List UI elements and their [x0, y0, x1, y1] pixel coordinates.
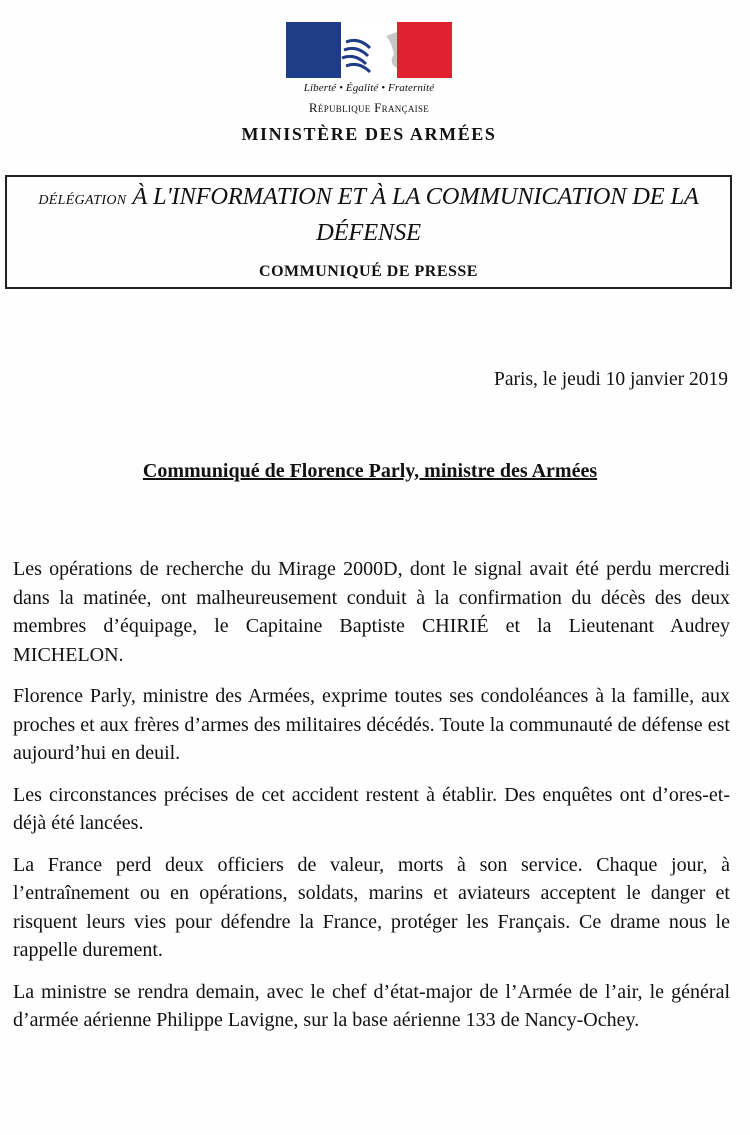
marianne-logo [286, 22, 452, 78]
delegation-text: À L'INFORMATION ET À LA COMMUNICATION DE LA DÉFENSE [132, 183, 699, 246]
republic-name: République Française [308, 100, 430, 115]
paragraph: Florence Parly, ministre des Armées, exprime toutes ses condoléances à la famille, aux proches et aux frères d’armes des militaires décédés. Toute la communauté de défense est aujourd’hui en deuil. [13, 685, 730, 764]
document-heading: Communiqué de Florence Parly, ministre des Armées [142, 460, 598, 482]
delegation-box [5, 175, 732, 289]
delegation-prefix: DÉLÉGATION [38, 193, 127, 208]
paragraph: La ministre se rendra demain, avec le chef d’état-major de l’Armée de l’air, le général d’armée aérienne Philippe Lavigne, sur la base aérienne 133 de Nancy-Ochey. [13, 980, 730, 1031]
paragraph: Les opérations de recherche du Mirage 2000D, dont le signal avait été perdu mercredi dans la matinée, ont malheureusement conduit à la confirmation du décès des deux membres d’équipage, le Capitaine Baptiste CHIRIÉ et la Lieutenant Audrey MICHELON. [13, 558, 730, 666]
paragraph: La France perd deux officiers de valeur, morts à son service. Chaque jour, à l’entraînement ou en opérations, soldats, marins et aviateurs acceptent le danger et risquent leurs vies pour défendre la France, protéger les Français. Ce drame nous le rappelle durement. [13, 853, 730, 961]
delegation-title [17, 181, 720, 249]
press-release-label: COMMUNIQUÉ DE PRESSE [259, 263, 478, 280]
date-line: Paris, le jeudi 10 janvier 2019 [494, 369, 728, 390]
motto: Liberté • Égalité • Fraternité [303, 82, 435, 94]
ministry-name: MINISTÈRE DES ARMÉES [241, 124, 497, 144]
body-text [13, 555, 730, 1048]
paragraph: Les circonstances précises de cet accident restent à établir. Des enquêtes ont d’ores-et-déjà été lancées. [13, 783, 730, 834]
